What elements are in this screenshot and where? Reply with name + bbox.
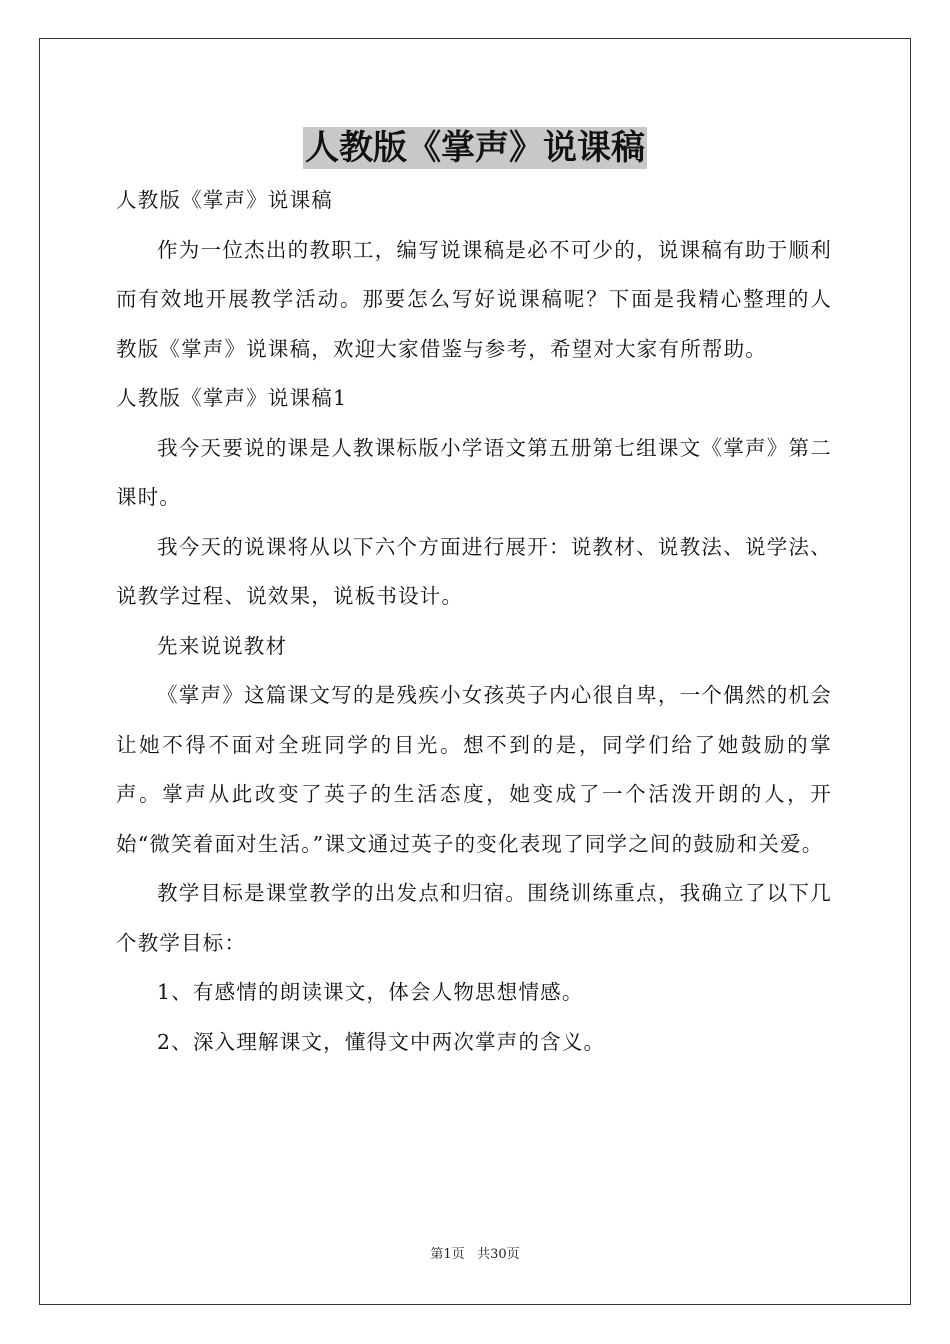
paragraph-textbook-heading: 先来说说教材 <box>157 633 288 658</box>
page-total: 共30页 <box>477 1247 520 1262</box>
title-container <box>0 127 950 169</box>
paragraph-intro: 作为一位杰出的教职工，编写说课稿是必不可少的，说课稿有助于顺利而有效地开展教学活动。那要怎么写好说课稿呢？下面是我精心整理的人教版《掌声》说课稿，欢迎大家借鉴与参考，希望对大家有所帮助。 <box>116 237 832 361</box>
paragraph-subtitle: 人教版《掌声》说课稿 <box>116 188 333 212</box>
paragraph-section-heading: 人教版《掌声》说课稿1 <box>116 386 348 410</box>
page-number: 第1页 <box>430 1247 465 1262</box>
document-body <box>116 176 832 1067</box>
list-item: 2、深入理解课文，懂得文中两次掌声的含义。 <box>157 1029 606 1054</box>
document-title: 人教版《掌声》说课稿 <box>305 128 645 168</box>
paragraph-goals: 教学目标是课堂教学的出发点和归宿。围绕训练重点，我确立了以下几个教学目标： <box>116 881 832 955</box>
list-item: 1、有感情的朗读课文，体会人物思想情感。 <box>157 980 584 1004</box>
paragraph-lesson: 我今天要说的课是人教课标版小学语文第五册第七组课文《掌声》第二课时。 <box>116 435 832 509</box>
paragraph-textbook: 《掌声》这篇课文写的是残疾小女孩英子内心很自卑，一个偶然的机会让她不得不面对全班同学的目光。想不到的是，同学们给了她鼓励的掌声。掌声从此改变了英子的生活态度，她变成了一个活泼开朗的人，开始“微笑着面对生活。”课文通过英子的变化表现了同学之间的鼓励和关爱。 <box>116 683 832 856</box>
paragraph-outline: 我今天的说课将从以下六个方面进行展开：说教材、说教法、说学法、说教学过程、说效果，说板书设计。 <box>116 534 832 608</box>
page-footer <box>0 1246 950 1264</box>
